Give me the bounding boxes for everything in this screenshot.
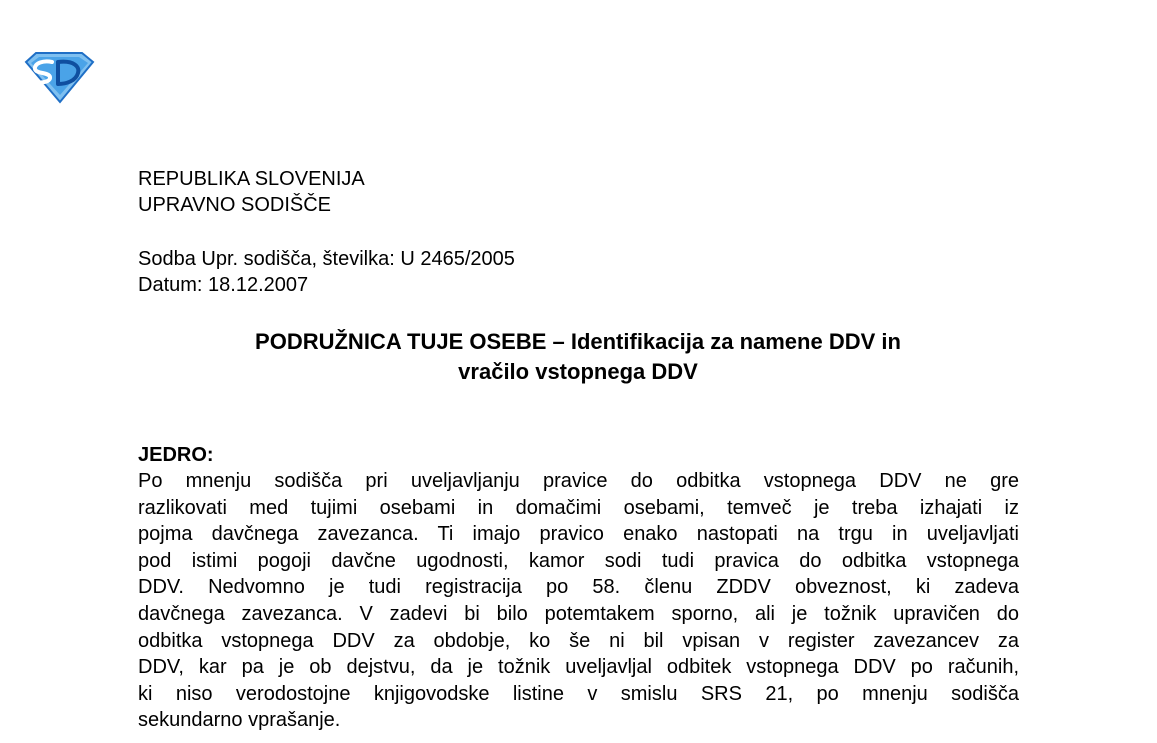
paragraph-line: pod istimi pogoji davčne ugodnosti, kamor sodi tudi pravica do odbitka vstopnega — [138, 549, 1019, 572]
paragraph-line: odbitka vstopnega DDV za obdobje, ko še ni bil vpisan v register zavezancev za — [138, 629, 1019, 652]
case-number: Sodba Upr. sodišča, številka: U 2465/2005 — [138, 248, 515, 270]
court-line: UPRAVNO SODIŠČE — [138, 194, 331, 216]
paragraph-line: Po mnenju sodišča pri uveljavljanju pravice do odbitka vstopnega DDV ne gre — [138, 470, 1019, 492]
paragraph-line: DDV, kar pa je ob dejstvu, da je tožnik uveljavljal odbitek vstopnega DDV po računih, — [138, 656, 1019, 679]
title-line-1: PODRUŽNICA TUJE OSEBE – Identifikacija za namene DDV in — [255, 329, 901, 354]
paragraph-line: ki niso verodostojne knjigovodske listine v smislu SRS 21, po mnenju sodišča — [138, 682, 1019, 705]
paragraph-line: davčnega zavezanca. V zadevi bi bilo potemtakem sporno, ali je tožnik upravičen do — [138, 602, 1019, 625]
court-logo-icon — [22, 50, 96, 104]
paragraph-line: razlikovati med tujimi osebami in domačimi osebami, temveč je treba izhajati iz — [138, 496, 1019, 519]
title-line-2: vračilo vstopnega DDV — [458, 359, 698, 384]
document-header — [138, 166, 365, 218]
paragraph-line: pojma davčnega zavezanca. Ti imajo pravico enako nastopati na trgu in uveljavljati — [138, 523, 1019, 546]
case-date: Datum: 18.12.2007 — [138, 274, 309, 296]
jedro-heading: JEDRO: — [138, 444, 214, 466]
paragraph-line: DDV. Nedvomno je tudi registracija po 58. členu ZDDV obveznost, ki zadeva — [138, 576, 1019, 599]
country-line: REPUBLIKA SLOVENIJA — [138, 168, 365, 190]
jedro-paragraph — [138, 468, 1019, 734]
paragraph-line: sekundarno vprašanje. — [138, 709, 341, 732]
case-info — [138, 246, 515, 298]
document-title — [138, 327, 1018, 387]
